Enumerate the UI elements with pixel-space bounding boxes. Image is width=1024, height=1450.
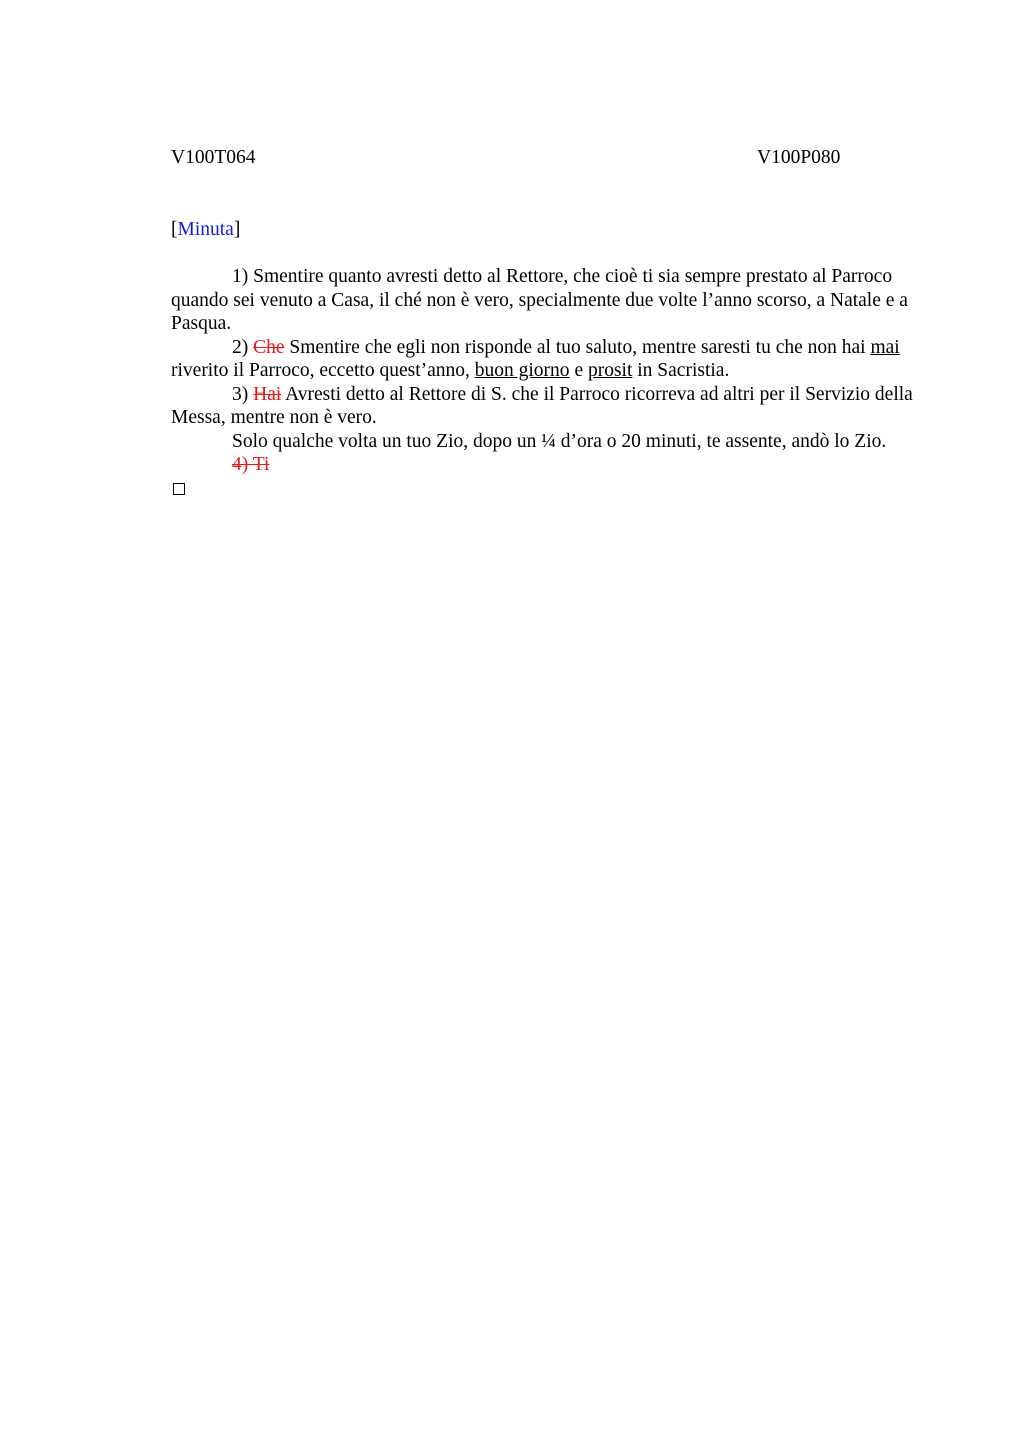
paragraph-2-text: Smentire che egli non risponde al tuo saluto, mentre saresti tu che non hai bbox=[284, 336, 871, 358]
heading-label: Minuta bbox=[177, 219, 234, 240]
document-body bbox=[171, 265, 931, 477]
paragraph-2-text: riverito il Parroco, eccetto quest’anno, bbox=[171, 360, 475, 381]
section-heading bbox=[171, 218, 240, 242]
paragraph-5 bbox=[171, 453, 931, 477]
deleted-text: 4) Ti bbox=[232, 454, 270, 475]
paragraph-2-text: e bbox=[569, 360, 588, 381]
paragraph-2-text: in Sacristia. bbox=[632, 360, 730, 381]
paragraph-2 bbox=[171, 336, 931, 383]
paragraph-1: 1) Smentire quanto avresti detto al Rettore, che cioè ti sia sempre prestato al Parroco quando sei venuto a Casa, il ché non è vero, specialmente due volte l’anno scorso, a Natale e a Pasqua. bbox=[171, 266, 908, 334]
underlined-text: mai bbox=[870, 336, 900, 358]
paragraph-3-text: Avresti detto al Rettore di S. che il Parroco ricorreva ad altri per il Servizio della Messa, mentre non è vero. bbox=[171, 383, 913, 428]
heading-open-bracket: [ bbox=[171, 219, 178, 240]
paragraph-4: Solo qualche volta un tuo Zio, dopo un ¼ d’ora o 20 minuti, te assente, andò lo Zio. bbox=[232, 430, 887, 452]
underlined-text: buon giorno bbox=[474, 360, 570, 381]
deleted-text: Hai bbox=[253, 383, 282, 405]
document-code-right: V100P080 bbox=[757, 147, 841, 168]
paragraph-3-number: 3) bbox=[232, 383, 254, 405]
paragraph-2-number: 2) bbox=[232, 336, 254, 358]
end-marker-box-icon bbox=[173, 483, 185, 495]
heading-close-bracket: ] bbox=[233, 219, 241, 240]
deleted-text: Che bbox=[253, 336, 285, 358]
document-code-left: V100T064 bbox=[171, 147, 256, 168]
underlined-text: prosit bbox=[587, 360, 633, 381]
paragraph-3 bbox=[171, 383, 931, 430]
